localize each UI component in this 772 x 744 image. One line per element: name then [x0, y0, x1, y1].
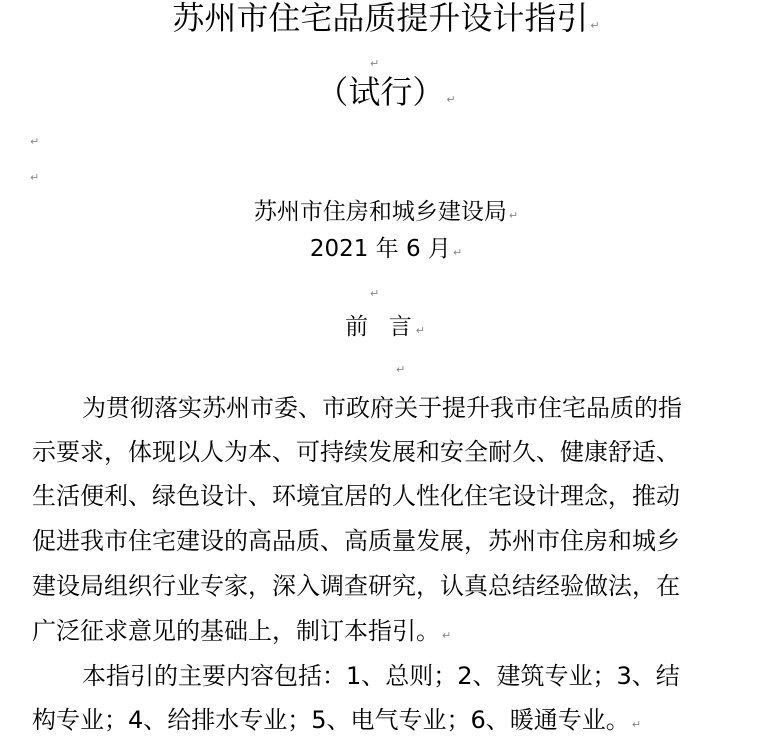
paragraph-mark: ↵ [442, 629, 452, 642]
paragraph-mark: ↵ [30, 135, 40, 148]
paragraph-mark: ↵ [452, 246, 463, 259]
paragraph-line-text: 建设局组织行业专家，深入调查研究，认真总结经验做法，在 [32, 572, 680, 600]
paragraph-mark: ↵ [415, 324, 427, 337]
title-text: 苏州市住宅品质提升设计指引 [172, 0, 589, 37]
paragraph-line-text: 示要求，体现以人为本、可持续发展和安全耐久、健康舒适、 [32, 438, 680, 466]
paragraph-mark: ↵ [631, 718, 642, 731]
paragraph-mark: ↵ [370, 287, 380, 300]
document-date [0, 238, 772, 261]
paragraph-line [82, 664, 680, 688]
paragraph-line-text: 构专业；4、给排水专业；5、电气专业；6、暖通专业。 [32, 706, 630, 734]
paragraph-line-text: 促进我市住宅建设的高品质、高质量发展，苏州市住房和城乡 [32, 527, 680, 555]
preface-heading [0, 316, 772, 339]
paragraph-line [32, 484, 680, 508]
date-text: 2021 年 6 月 [309, 236, 451, 262]
paragraph-line-text: 生活便利、绿色设计、环境宜居的人性化住宅设计理念，推动 [32, 482, 680, 510]
publisher-text: 苏州市住房和城乡建设局 [253, 199, 507, 225]
document-title [0, 0, 772, 37]
paragraph-mark: ↵ [446, 93, 456, 106]
paragraph-line [32, 529, 680, 553]
paragraph-mark: ↵ [30, 171, 40, 184]
paragraph-line [32, 708, 641, 732]
paragraph-line-text: 为贯彻落实苏州市委、市政府关于提升我市住宅品质的指 [82, 394, 682, 422]
paragraph-line-text: 广泛征求意见的基础上，制订本指引。 [32, 617, 440, 645]
document-subtitle [0, 73, 772, 111]
paragraph-line [32, 440, 680, 464]
preface-heading-text: 前 言 [345, 314, 414, 340]
paragraph-mark: ↵ [590, 19, 600, 32]
paragraph-line [32, 574, 680, 598]
paragraph-mark: ↵ [508, 209, 519, 222]
paragraph-line [32, 619, 451, 643]
paragraph-mark: ↵ [370, 57, 380, 70]
subtitle-text: （试行） [316, 73, 445, 111]
paragraph-mark: ↵ [396, 363, 406, 376]
paragraph-line-text: 本指引的主要内容包括：1、总则；2、建筑专业；3、结 [82, 662, 680, 690]
document-publisher [0, 201, 772, 224]
paragraph-line [82, 396, 682, 420]
